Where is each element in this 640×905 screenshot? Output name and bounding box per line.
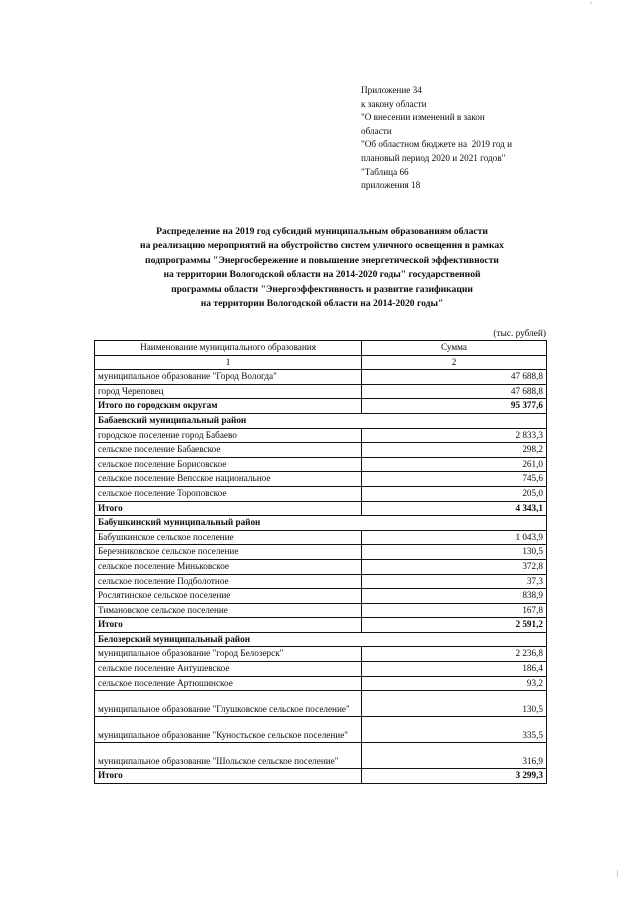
cell-amount: 298,2: [362, 443, 547, 458]
cell-municipality-name: Итого: [95, 618, 362, 633]
appendix-reference-block: [361, 84, 606, 193]
table-total-row: [95, 769, 547, 784]
cell-municipality-name: Итого по городским округам: [95, 399, 362, 414]
column-number-row: [95, 355, 547, 370]
column-header-name: Наименование муниципального образования: [95, 341, 362, 356]
table-row: [95, 662, 547, 677]
cell-municipality-name: сельское поселение Вепсское национальное: [95, 472, 362, 487]
cell-municipality-name: сельское поселение Бабаевское: [95, 443, 362, 458]
table-row: [95, 691, 547, 717]
cell-municipality-name: Итого: [95, 769, 362, 784]
cell-municipality-name: сельское поселение Миньковское: [95, 559, 362, 574]
cell-municipality-name: сельское поселение Артюшинское: [95, 676, 362, 691]
table-header-row: [95, 341, 547, 356]
table-row: [95, 428, 547, 443]
cell-municipality-name: Бабушкинское сельское поселение: [95, 530, 362, 545]
reference-line-7: "Таблица 66: [361, 166, 409, 177]
cell-amount: 745,6: [362, 472, 547, 487]
cell-amount: 838,9: [362, 589, 547, 604]
cell-amount: 167,8: [362, 603, 547, 618]
cell-municipality-name: городское поселение город Бабаево: [95, 428, 362, 443]
cell-municipality-name: город Череповец: [95, 384, 362, 399]
cell-amount: 37,3: [362, 574, 547, 589]
table-row: [95, 384, 547, 399]
table-row: [95, 545, 547, 560]
table-row: [95, 472, 547, 487]
title-line-6: на территории Вологодской области на 2014-2020 годы": [200, 298, 444, 310]
table-total-row: [95, 399, 547, 414]
reference-line-2: к закону области: [361, 98, 427, 109]
table-row: [95, 443, 547, 458]
reference-line-8: приложения 18: [361, 180, 421, 191]
table-row: [95, 717, 547, 743]
title-line-1: Распределение на 2019 год субсидий муниципальным образованиям области: [156, 226, 488, 237]
cell-amount: 2 591,2: [362, 618, 547, 633]
scan-artifact-bottom: [617, 870, 618, 877]
units-caption: (тыс. рублей): [493, 329, 546, 339]
table-section-row: [95, 632, 547, 647]
title-line-4: на территории Вологодской области на 2014-2020 годы" государственной: [163, 269, 481, 281]
table-row: [95, 574, 547, 589]
cell-amount: 335,5: [362, 717, 547, 743]
cell-municipality-name: муниципальное образование "Куностьское сельское поселение": [95, 717, 362, 743]
column-number-sum: 2: [362, 355, 547, 370]
table-row: [95, 589, 547, 604]
cell-amount: 4 343,1: [362, 501, 547, 516]
reference-line-6: плановый период 2020 и 2021 годов": [361, 152, 506, 163]
cell-municipality-name: муниципальное образование "Глушковское сельское поселение": [95, 691, 362, 717]
cell-amount: 205,0: [362, 486, 547, 501]
table-row: [95, 743, 547, 769]
title-line-3: подпрограммы "Энергосбережение и повышение энергетической эффективности: [145, 254, 499, 266]
section-title: Белозерский муниципальный район: [95, 632, 547, 647]
table-section-row: [95, 413, 547, 428]
table-row: [95, 647, 547, 662]
table-section-row: [95, 516, 547, 531]
table-total-row: [95, 618, 547, 633]
cell-municipality-name: Итого: [95, 501, 362, 516]
table-row: [95, 486, 547, 501]
section-title: Бабушкинский муниципальный район: [95, 516, 547, 531]
cell-municipality-name: муниципальное образование "Шольское сельское поселение": [95, 743, 362, 769]
page-title: [72, 225, 572, 311]
reference-line-3: "О внесении изменений в закон: [361, 112, 485, 123]
cell-amount: 93,2: [362, 676, 547, 691]
cell-amount: 261,0: [362, 457, 547, 472]
cell-municipality-name: муниципальное образование "Город Вологда": [95, 370, 362, 385]
title-line-2: на реализацию мероприятий на обустройство систем уличного освещения в рамках: [140, 240, 504, 252]
cell-amount: 316,9: [362, 743, 547, 769]
scan-artifact-top: [590, 2, 592, 4]
cell-municipality-name: Рослятинское сельское поселение: [95, 589, 362, 604]
cell-amount: 95 377,6: [362, 399, 547, 414]
title-line-5: программы области "Энергоэффективность и развитие газификации: [171, 283, 473, 295]
cell-municipality-name: сельское поселение Подболотное: [95, 574, 362, 589]
cell-amount: 2 236,8: [362, 647, 547, 662]
cell-amount: 130,5: [362, 545, 547, 560]
table-total-row: [95, 501, 547, 516]
reference-line-4: области: [361, 125, 392, 136]
cell-municipality-name: сельское поселение Борисовское: [95, 457, 362, 472]
cell-amount: 186,4: [362, 662, 547, 677]
cell-amount: 130,5: [362, 691, 547, 717]
cell-amount: 47 688,8: [362, 384, 547, 399]
cell-municipality-name: Березниковское сельское поселение: [95, 545, 362, 560]
cell-municipality-name: сельское поселение Тороповское: [95, 486, 362, 501]
table-row: [95, 559, 547, 574]
subsidy-distribution-table: [94, 340, 547, 784]
cell-amount: 1 043,9: [362, 530, 547, 545]
cell-municipality-name: муниципальное образование "город Белозерск": [95, 647, 362, 662]
cell-amount: 3 299,3: [362, 769, 547, 784]
column-header-sum: Сумма: [362, 341, 547, 356]
table-body: [95, 370, 547, 784]
cell-municipality-name: Тимановское сельское поселение: [95, 603, 362, 618]
table-row: [95, 676, 547, 691]
reference-line-5: "Об областном бюджете на 2019 год и: [361, 139, 513, 150]
cell-municipality-name: сельское поселение Антушевское: [95, 662, 362, 677]
section-title: Бабаевский муниципальный район: [95, 413, 547, 428]
reference-line-1: Приложение 34: [361, 85, 422, 95]
table-row: [95, 457, 547, 472]
column-number-name: 1: [95, 355, 362, 370]
cell-amount: 372,8: [362, 559, 547, 574]
cell-amount: 2 833,3: [362, 428, 547, 443]
cell-amount: 47 688,8: [362, 370, 547, 385]
table-row: [95, 603, 547, 618]
table-row: [95, 370, 547, 385]
table-row: [95, 530, 547, 545]
